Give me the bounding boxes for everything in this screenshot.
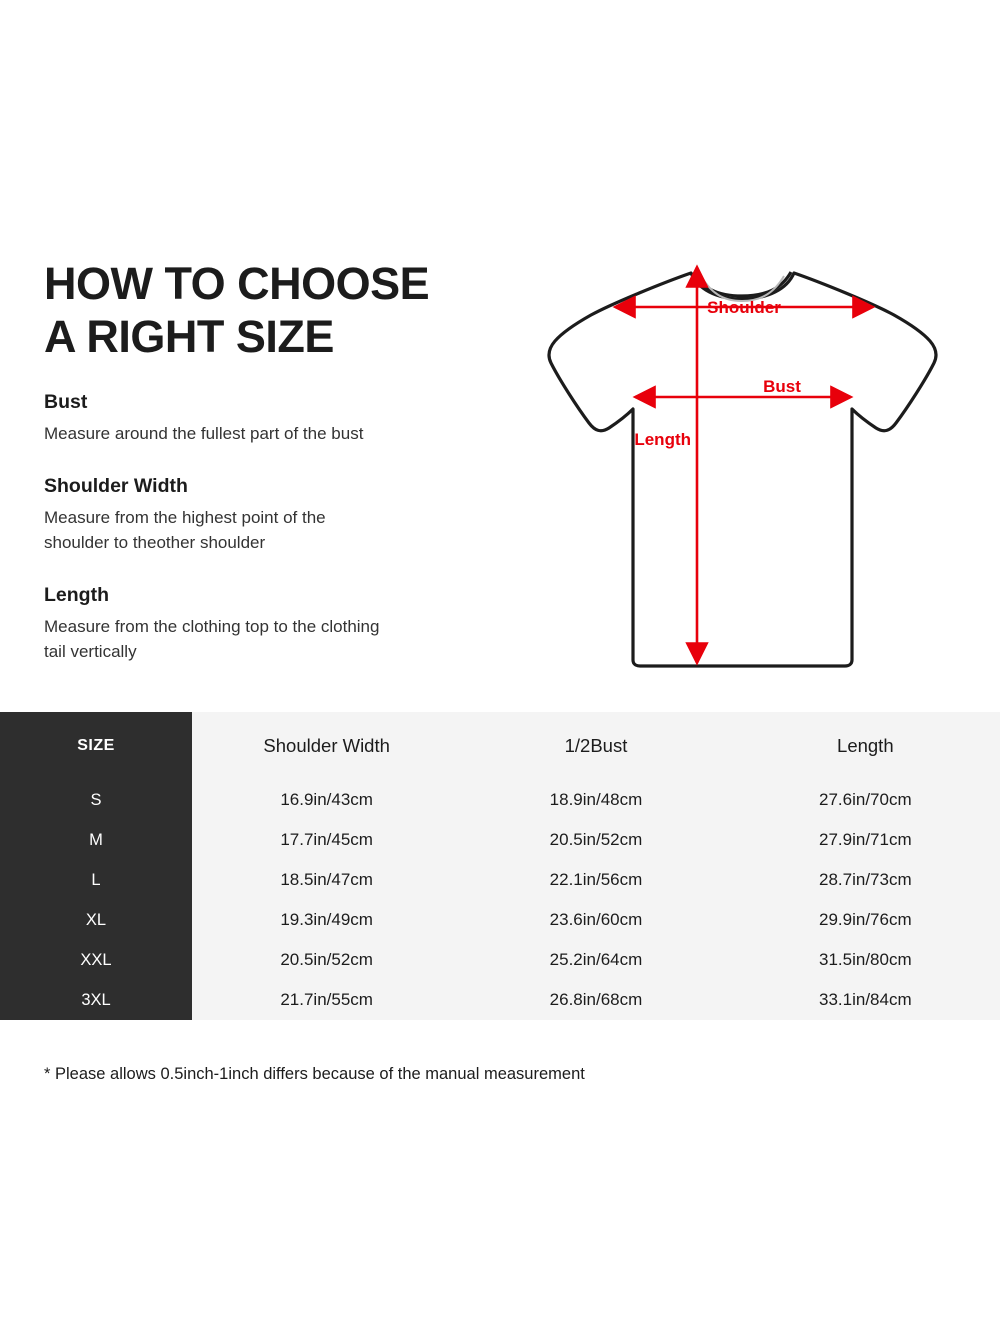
cell-length: 29.9in/76cm	[731, 900, 1000, 940]
shoulder-label: Shoulder	[707, 298, 781, 317]
cell-size: M	[0, 820, 192, 860]
spec-bust-title: Bust	[44, 391, 88, 414]
table-row	[0, 780, 1000, 820]
cell-bust: 20.5in/52cm	[461, 820, 730, 860]
cell-size: S	[0, 780, 192, 820]
cell-bust: 25.2in/64cm	[461, 940, 730, 980]
bust-label: Bust	[763, 377, 801, 396]
cell-shoulder: 18.5in/47cm	[192, 860, 461, 900]
spec-shoulder	[44, 475, 494, 556]
spec-length-title: Length	[44, 583, 109, 606]
spec-bust-desc: Measure around the fullest part of the bust	[44, 424, 364, 444]
table-row	[0, 940, 1000, 980]
spec-shoulder-desc: Measure from the highest point of the shoulder to theother shoulder	[44, 507, 326, 553]
table-header-row	[0, 712, 1000, 780]
header-half-bust: 1/2Bust	[461, 712, 730, 780]
size-table-body	[0, 780, 1000, 1020]
size-table-wrap	[0, 712, 1000, 1020]
cell-length: 27.6in/70cm	[731, 780, 1000, 820]
page-title-line1: HOW TO CHOOSE	[44, 258, 430, 309]
table-row	[0, 980, 1000, 1020]
page-title-line2: A RIGHT SIZE	[44, 310, 334, 362]
spec-shoulder-title: Shoulder Width	[44, 474, 188, 497]
cell-shoulder: 17.7in/45cm	[192, 820, 461, 860]
cell-size: XXL	[0, 940, 192, 980]
cell-shoulder: 19.3in/49cm	[192, 900, 461, 940]
table-row	[0, 900, 1000, 940]
table-row	[0, 820, 1000, 860]
cell-bust: 23.6in/60cm	[461, 900, 730, 940]
spec-bust	[44, 391, 494, 447]
spec-length	[44, 584, 494, 665]
cell-size: 3XL	[0, 980, 192, 1020]
header-length: Length	[731, 712, 1000, 780]
cell-length: 28.7in/73cm	[731, 860, 1000, 900]
tshirt-diagram	[505, 245, 975, 685]
cell-bust: 18.9in/48cm	[461, 780, 730, 820]
page-title	[44, 258, 494, 363]
cell-length: 27.9in/71cm	[731, 820, 1000, 860]
size-table	[0, 712, 1000, 1020]
spec-length-desc: Measure from the clothing top to the clothing tail vertically	[44, 616, 380, 662]
cell-length: 33.1in/84cm	[731, 980, 1000, 1020]
cell-shoulder: 16.9in/43cm	[192, 780, 461, 820]
cell-length: 31.5in/80cm	[731, 940, 1000, 980]
header-shoulder-width: Shoulder Width	[192, 712, 461, 780]
instructions-column	[44, 258, 494, 665]
cell-size: XL	[0, 900, 192, 940]
length-label: Length	[634, 430, 691, 449]
header-size: SIZE	[0, 712, 192, 780]
cell-size: L	[0, 860, 192, 900]
size-table-head	[0, 712, 1000, 780]
cell-shoulder: 20.5in/52cm	[192, 940, 461, 980]
cell-bust: 26.8in/68cm	[461, 980, 730, 1020]
cell-bust: 22.1in/56cm	[461, 860, 730, 900]
measurement-footnote: * Please allows 0.5inch-1inch differs because of the manual measurement	[44, 1065, 585, 1083]
table-row	[0, 860, 1000, 900]
cell-shoulder: 21.7in/55cm	[192, 980, 461, 1020]
